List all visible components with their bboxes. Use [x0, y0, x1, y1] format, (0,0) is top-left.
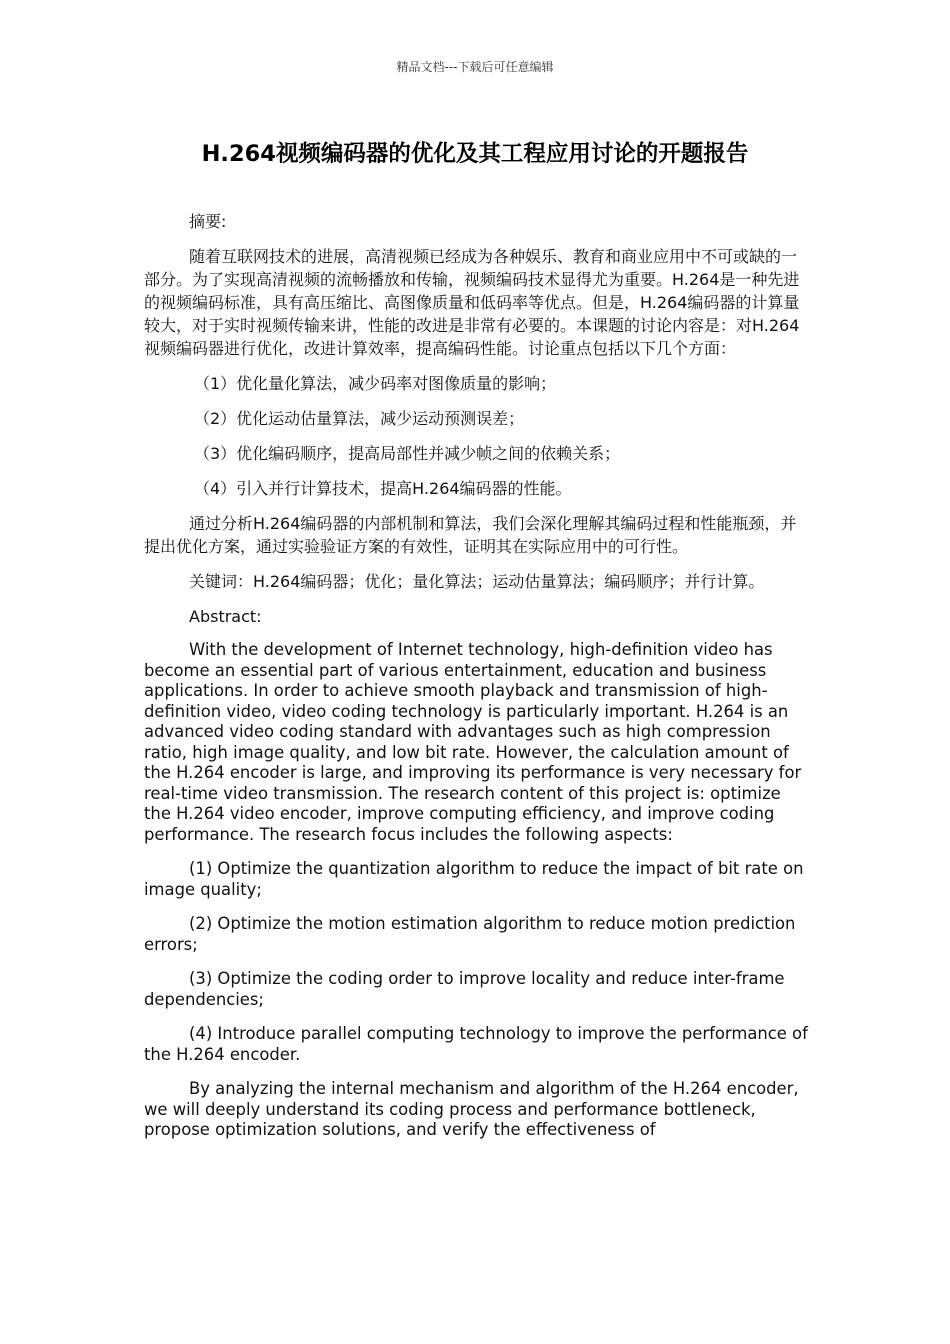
abstract-en-label: Abstract:: [189, 607, 262, 626]
abstract-cn-label: 摘要:: [189, 212, 227, 231]
abstract-en-conclusion: By analyzing the internal mechanism and algorithm of the H.264 encoder, we will deeply understand its coding process and performance bottleneck, propose optimization solutions, and verify the effectiveness of: [144, 1079, 799, 1139]
document-body: [144, 210, 812, 1141]
abstract-en-intro: With the development of Internet technology, high-definition video has become an essential part of various entertainment, education and business applications. In order to achieve smooth playback and transmission of high-definition video, video coding technology is particularly important. H.264 is an advanced video coding standard with advantages such as high compression ratio, high image quality, and low bit rate. However, the calculation amount of the H.264 encoder is large, and improving its performance is very necessary for real-time video transmission. The research content of this project is: optimize the H.264 video encoder, improve computing efficiency, and improve coding performance. The research focus includes the following aspects:: [144, 640, 802, 844]
abstract-cn-conclusion: 通过分析H.264编码器的内部机制和算法，我们会深化理解其编码过程和性能瓶颈，并提出优化方案，通过实验验证方案的有效性，证明其在实际应用中的可行性。: [144, 514, 797, 556]
abstract-cn-intro: 随着互联网技术的进展，高清视频已经成为各种娱乐、教育和商业应用中不可或缺的一部分。为了实现高清视频的流畅播放和传输，视频编码技术显得尤为重要。H.264是一种先进的视频编码标准，具有高压缩比、高图像质量和低码率等优点。但是，H.264编码器的计算量较大，对于实时视频传输来讲，性能的改进是非常有必要的。本课题的讨论内容是：对H.264视频编码器进行优化，改进计算效率，提高编码性能。讨论重点包括以下几个方面：: [144, 247, 800, 358]
abstract-cn-item-2: （2）优化运动估量算法，减少运动预测误差；: [194, 409, 525, 428]
header-note: 精品文档---下载后可任意编辑: [396, 60, 554, 74]
abstract-cn-item-1: （1）优化量化算法，减少码率对图像质量的影响；: [194, 374, 557, 393]
abstract-en-item-1: (1) Optimize the quantization algorithm to reduce the impact of bit rate on image quality;: [144, 859, 804, 899]
keywords: 关键词：H.264编码器；优化；量化算法；运动估量算法；编码顺序；并行计算。: [189, 572, 765, 591]
abstract-cn-item-3: （3）优化编码顺序，提高局部性并减少帧之间的依赖关系；: [194, 444, 621, 463]
abstract-en-item-2: (2) Optimize the motion estimation algorithm to reduce motion prediction errors;: [144, 914, 796, 954]
document-title: H.264视频编码器的优化及其工程应用讨论的开题报告: [201, 141, 749, 167]
abstract-en-item-3: (3) Optimize the coding order to improve locality and reduce inter-frame dependencies;: [144, 969, 785, 1009]
abstract-en-item-4: (4) Introduce parallel computing technology to improve the performance of the H.264 encoder.: [144, 1024, 808, 1064]
abstract-cn-item-4: （4）引入并行计算技术，提高H.264编码器的性能。: [194, 479, 572, 498]
